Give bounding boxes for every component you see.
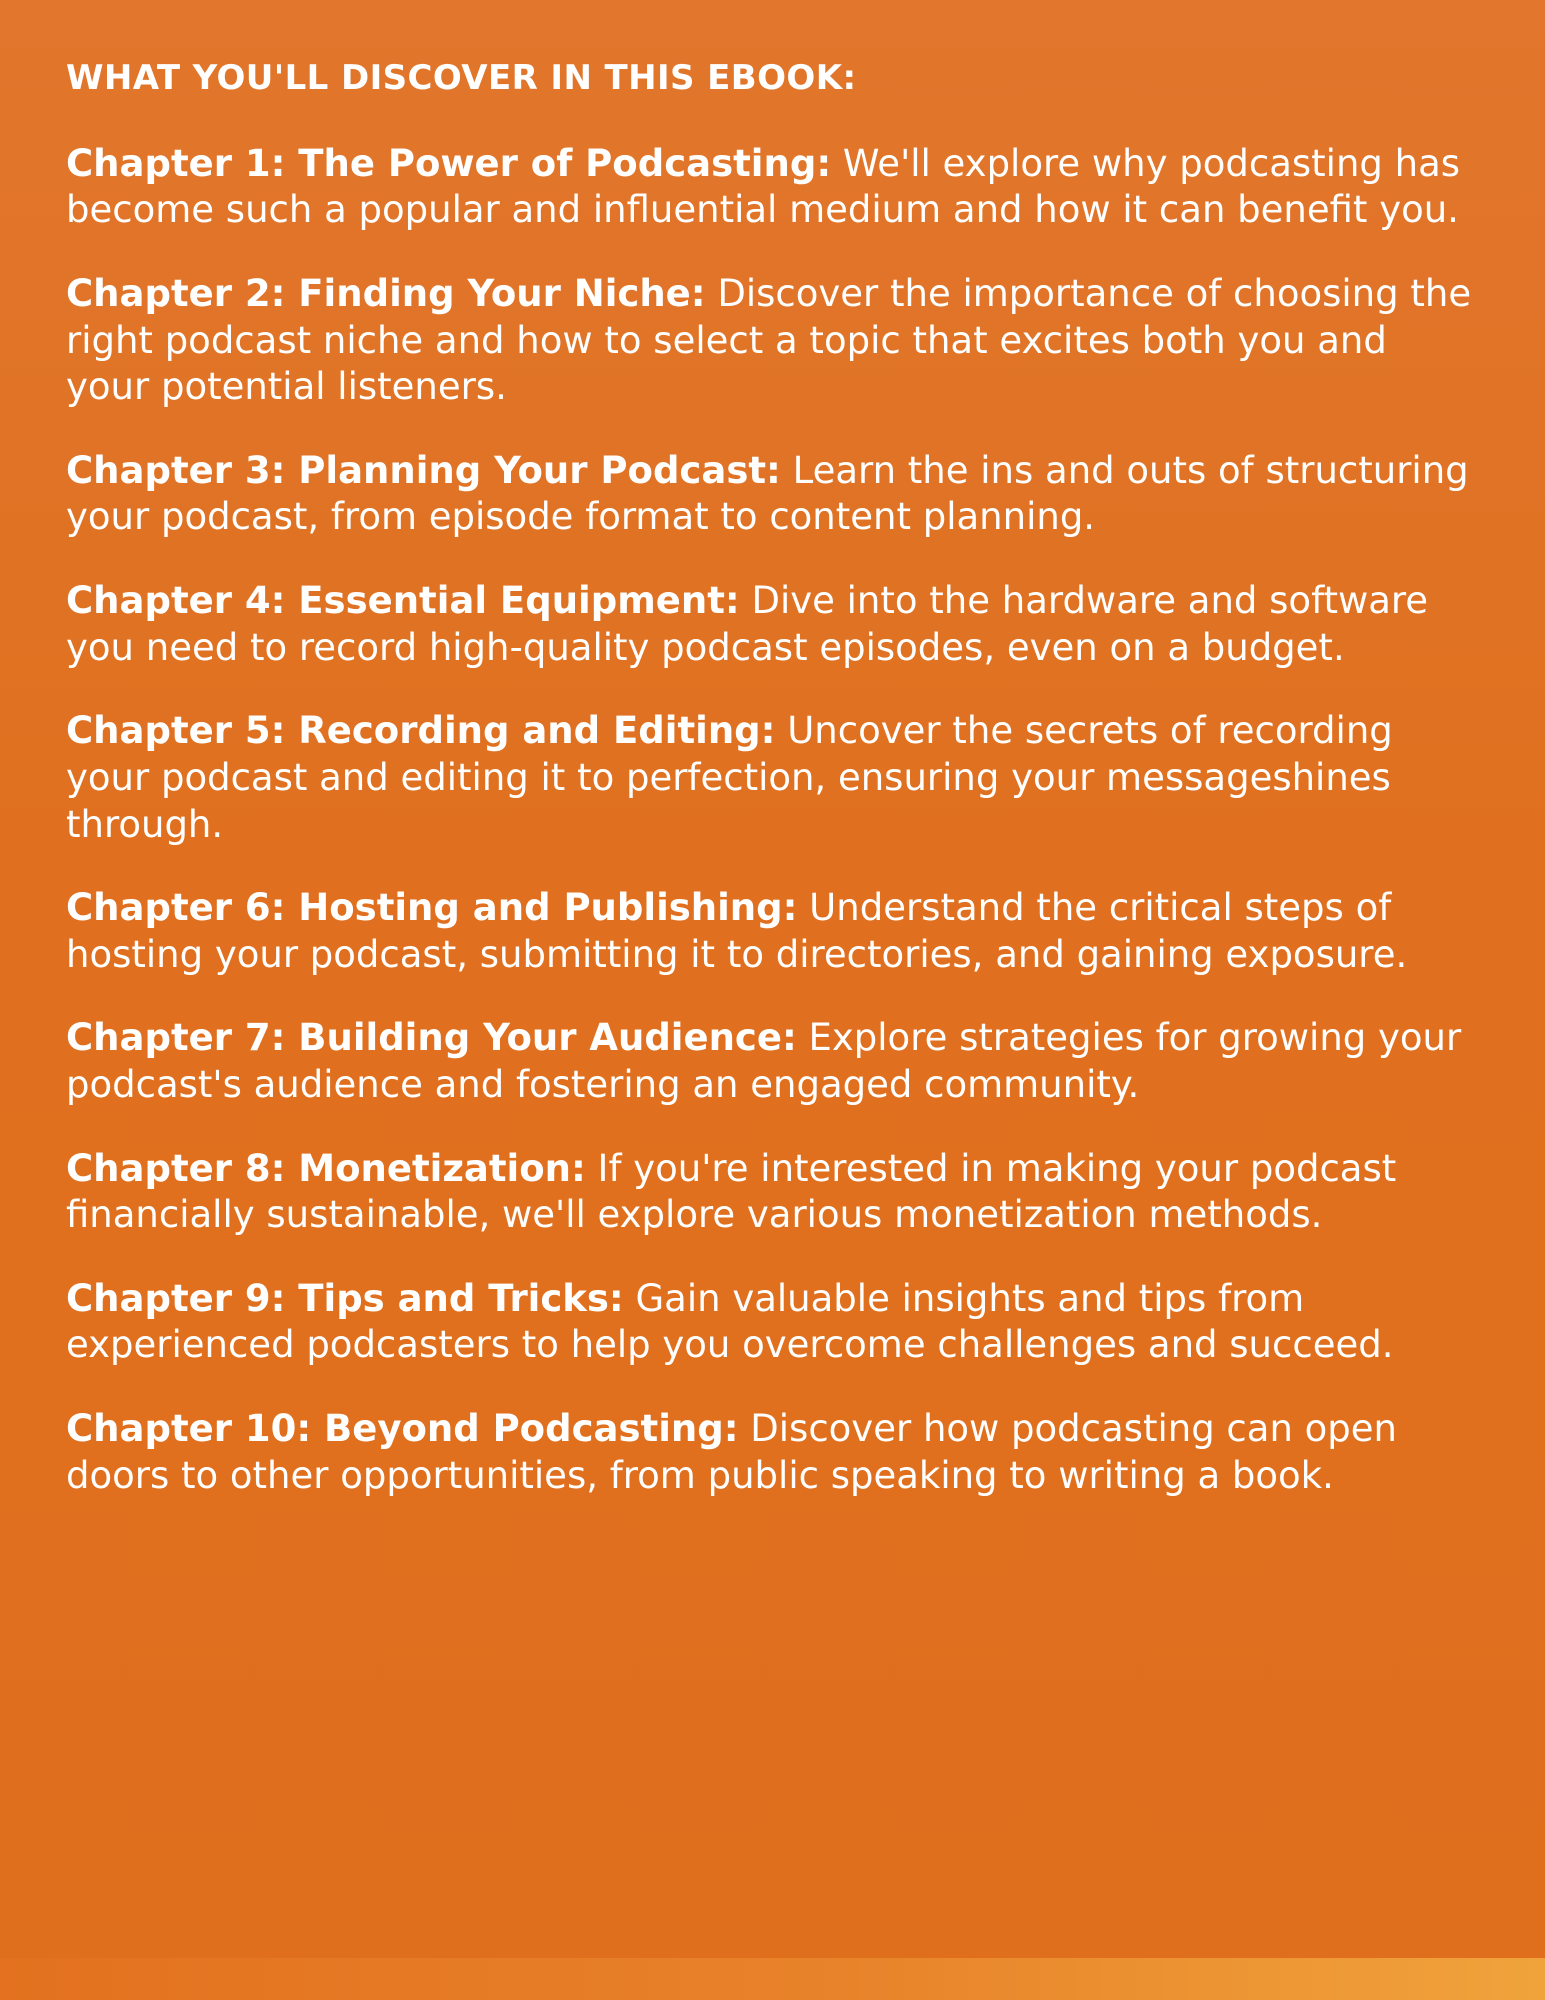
chapter-title: Chapter 5: Recording and Editing:: [66, 709, 776, 753]
chapter-description: Uncover the secrets of recording your podcast and editing it to perfection, ensuring your messageshines through.: [66, 709, 1393, 846]
content-column: [66, 58, 1476, 1499]
chapter-item: [66, 1276, 1476, 1369]
chapter-description: Gain valuable insights and tips from experienced podcasters to help you overcome challenges and succeed.: [66, 1276, 1394, 1367]
chapter-description: We'll explore why podcasting has become such a popular and influential medium and how it can benefit you.: [66, 141, 1461, 232]
chapter-description: If you're interested in making your podcast financially sustainable, we'll explore various monetization methods.: [66, 1146, 1397, 1237]
chapter-title: Chapter 7: Building Your Audience:: [66, 1016, 797, 1060]
chapter-title: Chapter 4: Essential Equipment:: [66, 579, 740, 623]
chapter-item: [66, 141, 1476, 234]
chapter-description: Explore strategies for growing your podcast's audience and fostering an engaged community.: [66, 1016, 1462, 1106]
chapter-item: [66, 885, 1476, 978]
chapter-description: Discover how podcasting can open doors to other opportunities, from public speaking to writing a book.: [66, 1406, 1397, 1497]
chapter-description: Learn the ins and outs of structuring your podcast, from episode format to content planning.: [66, 448, 1469, 539]
chapter-title: Chapter 2: Finding Your Niche:: [66, 272, 706, 316]
footer-accent-bar: [0, 1958, 1545, 2000]
chapter-description: Understand the critical steps of hosting your podcast, submitting it to directories, and gaining exposure.: [66, 886, 1408, 976]
chapter-item: [66, 578, 1476, 671]
chapter-title: Chapter 9: Tips and Tricks:: [66, 1276, 624, 1320]
chapter-item: [66, 448, 1476, 541]
chapter-title: Chapter 8: Monetization:: [66, 1146, 586, 1190]
chapter-title: Chapter 6: Hosting and Publishing:: [66, 886, 798, 930]
chapter-title: Chapter 10: Beyond Podcasting:: [66, 1406, 739, 1450]
chapter-title: Chapter 3: Planning Your Podcast:: [66, 448, 781, 492]
chapter-item: [66, 1406, 1476, 1499]
chapter-item: [66, 271, 1476, 411]
chapter-description: Dive into the hardware and software you need to record high-quality podcast episodes, even on a budget.: [66, 579, 1429, 669]
chapter-title: Chapter 1: The Power of Podcasting:: [66, 141, 832, 185]
chapter-item: [66, 708, 1476, 848]
page-title: WHAT YOU'LL DISCOVER IN THIS EBOOK:: [66, 58, 857, 98]
chapter-description: Discover the importance of choosing the right podcast niche and how to select a topic that excites both you and your potential listeners.: [66, 272, 1472, 409]
chapter-item: [66, 1146, 1476, 1239]
chapter-item: [66, 1015, 1476, 1108]
